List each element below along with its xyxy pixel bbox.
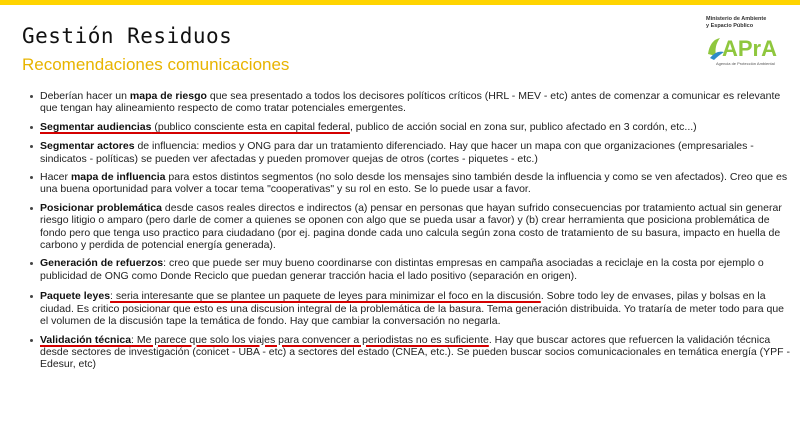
apra-logo [706,16,796,71]
item-lead: mapa de influencia [70,171,166,184]
list-item: Posicionar problemática desde casos reales directos e indirectos (a) pensar en personas que hayan sufrido consecuencias por tratamiento actual sin generar riesgo litigio o amparo (pero darle de comer a quienes se oponen con algo que se pueda usar a favor) y (b) crear herramienta que posiciona problemática de fondo pero que tenga uso practico para ciudadano (por ej. pagina donde cada uno calcula según zona costo de tratamiento de su basura, impacto en huella de carbono y perdida de potencial energía generada). [30,202,790,252]
list-item: Deberían hacer un mapa de riesgo que sea presentado a todos los decisores políticos críticos (HRL - MEV - etc) antes de comenzar a comunicar es relevante que tengan hay alineamiento respecto de como tratar potenciales emergentes. [30,90,790,115]
list-item: Paquete leyes: seria interesante que se plantee un paquete de leyes para minimizar el foco en la discusión. Sobre todo ley de envases, pilas y bolsas en la ciudad. Es critico posicionar que esto es una discusion integral de la problemática de la basura. Tema generación distribuida. Yo trataría de meter todo para que el volumen de la discusión tape la temática de fondo. Hay que cambiar la conversación no negarla. [30,290,790,327]
item-lead: Paquete leyes [40,290,111,303]
list-item: Segmentar actores de influencia: medios y ONG para dar un tratamiento diferenciado. Hay que hacer un mapa con que organizaciones (empresariales - sindicatos - políticas) se pueden ver afectadas y pueden promover quejas de otros (cortes - piquetes - etc.) [30,140,790,165]
item-lead: Segmentar actores [40,140,135,153]
item-lead: Validación técnica [40,333,132,346]
ministry-label: Ministerio de Ambiente y Espacio Público [706,16,767,29]
recommendations-body [30,90,790,371]
page-subtitle: Recomendaciones comunicaciones [22,55,290,74]
agency-label: Agencia de Protección Ambiental [716,61,775,66]
underlined-text: : seria interesante que se plantee un paquete de leyes para minimizar el foco en la discusión [110,290,541,303]
list-item: Validación técnica: Me parece que solo los viajes para convencer a periodistas no es suficiente. Hay que buscar actores que refuercen la validación técnica desde sectores de investigación (conicet - UBA - etc) a sectores del estado (CNEA, etc.). Se pueden buscar socios comunicacionales en temática energía (YPF - Edesur, etc) [30,334,790,371]
list-item: Generación de refuerzos: creo que puede ser muy bueno coordinarse con distintas empresas en campaña asociadas a reciclaje en la costa por ejemplo o publicidad de ONG como Donde Reciclo que puedan generar tracción hacia el lado positivo (separación en origen). [30,257,790,282]
item-lead: mapa de riesgo [129,90,207,102]
underlined-text: : Me parece que solo los viajes para convencer a periodistas no es suficiente [131,333,489,346]
underlined-text: (publico consciente esta en capital federal [151,120,350,133]
item-lead: Generación de refuerzos [40,257,164,270]
item-lead: Segmentar audiencias [40,120,152,133]
item-lead: Posicionar problemática [40,201,162,214]
top-accent-bar [0,0,800,5]
list-item: Hacer mapa de influencia para estos distintos segmentos (no solo desde los mensajes sino también desde la influencia y como se ven afectados). Creo que es una buena oportunidad para volver a tocar tema "cooperativas" y su rol en esto. Se lo puede usar a favor. [30,171,790,196]
list-item: Segmentar audiencias (publico consciente esta en capital federal, publico de acción social en zona sur, publico afectado en 3 cordón, etc...) [30,121,790,133]
apra-logo-icon [706,32,796,62]
page-title: Gestión Residuos [22,24,233,48]
brand-text: APrA [722,36,778,61]
recommendations-list [30,90,790,371]
